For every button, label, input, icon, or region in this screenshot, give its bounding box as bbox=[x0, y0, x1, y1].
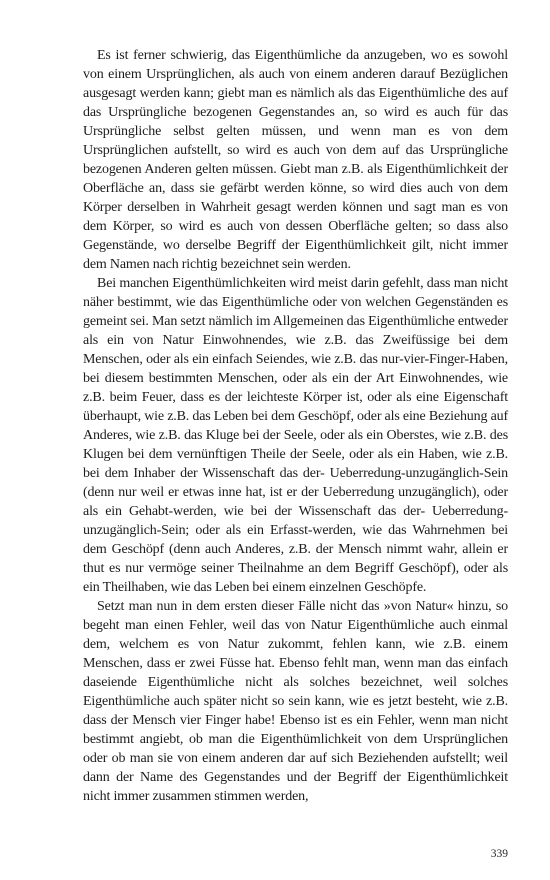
body-paragraph-1: Es ist ferner schwierig, das Eigenthümliche da anzugeben, wo es sowohl von einem Ursprünglichen, als auch von einem anderen darauf Bezüglichen ausgesagt werden kann; giebt man es nämlich als das Eigenthümliche des auf das Ursprüngliche bezogenen Gegenstandes an, so wird es auch für das Ursprüngliche selbst gelten müssen, und wenn man es von dem Ursprünglichen aufstellt, so wird es auch von dem auf das Ursprüngliche bezogenen Anderen gelten müssen. Giebt man z.B. als Eigenthümlichkeit der Oberfläche an, dass sie gefärbt werden könne, so wird dies auch von dem Körper derselben in Wahrheit gesagt werden können und sagt man es von dem Körper, so wird es auch von dessen Oberfläche gelten; so dass also Gegenstände, wo derselbe Begriff der Eigenthümlichkeit gilt, nicht immer dem Namen nach richtig bezeichnet sein werden. bbox=[83, 48, 508, 272]
book-page bbox=[83, 46, 508, 826]
body-paragraph-2: Bei manchen Eigenthümlichkeiten wird meist darin gefehlt, dass man nicht näher bestimmt, wie das Eigenthümliche oder von welchen Gegenständen es gemeint sei. Man setzt nämlich im Allgemeinen das Eigenthümliche entweder als ein von Natur Einwohnendes, wie z.B. das Zweifüssige bei dem Menschen, oder als ein einfach Seiendes, wie z.B. das nur-vier-Finger-Haben, bei diesem bestimmten Menschen, oder als ein der Art Einwohnendes, wie z.B. beim Feuer, dass es der leichteste Körper ist, oder als eine Eigenschaft überhaupt, wie z.B. das Leben bei dem Geschöpf, oder als eine Beziehung auf Anderes, wie z.B. das Kluge bei der Seele, oder als ein Oberstes, wie z.B. des Klugen bei dem vernünftigen Theile der Seele, oder als ein Haben, wie z.B. bei dem Inhaber der Wissenschaft das der- Ueberredung-unzugänglich-Sein (denn nur weil er etwas inne hat, ist er der Ueberredung unzugänglich), oder als ein Gehabt-werden, wie bei der Wissenschaft das der- Ueberredung-unzugänglich-Sein; oder als ein Erfasst-werden, wie das Wahrnehmen bei dem Geschöpf (denn auch Anderes, z.B. der Mensch nimmt wahr, allein er thut es nur vermöge seiner Theilnahme an dem Begriff Geschöpf), oder als ein Theilhaben, wie das Leben bei einem einzelnen Geschöpfe. bbox=[83, 276, 508, 595]
page-number: 339 bbox=[490, 848, 508, 860]
body-paragraph-3: Setzt man nun in dem ersten dieser Fälle nicht das »von Natur« hinzu, so begeht man einen Fehler, weil das von Natur Eigenthümliche auch einmal dem, welchem es von Natur zukommt, fehlen kann, wie z.B. einem Menschen, dass er zwei Füsse hat. Ebenso fehlt man, wenn man das einfach daseiende Eigenthümliche nicht als solches bezeichnet, weil solches Eigenthümliche auch später nicht so sein kann, wie es jetzt besteht, wie z.B. dass der Mensch vier Finger habe! Ebenso ist es ein Fehler, wenn man nicht bestimmt angiebt, ob man die Eigenthümlichkeit von dem Ursprünglichen oder ob man sie von einem anderen dar auf sich Beziehenden aufstellt; weil dann der Name des Gegenstandes und der Begriff der Eigenthümlichkeit nicht immer zusammen stimmen werden, bbox=[83, 599, 508, 804]
